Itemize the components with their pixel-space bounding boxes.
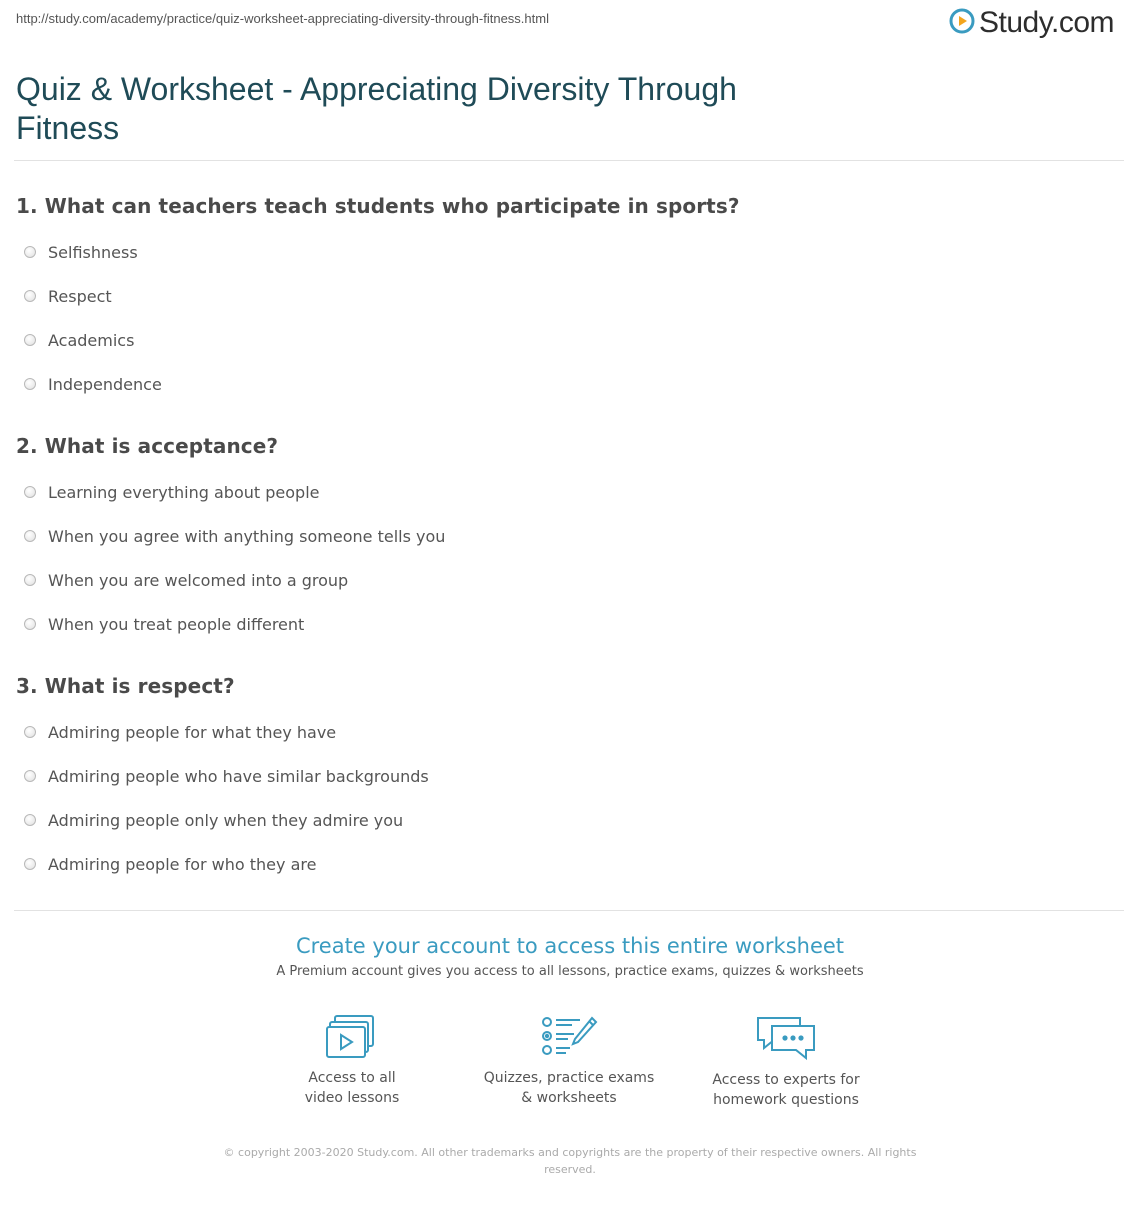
radio-button[interactable] [24,726,36,738]
play-circle-icon [949,8,975,39]
answer-option[interactable] [24,362,740,406]
feature-label: homework questions [713,1092,859,1108]
option-label: Admiring people only when they admire you [48,810,404,830]
divider [14,160,1124,161]
option-label: Admiring people who have similar backgrounds [48,766,429,786]
radio-button[interactable] [24,770,36,782]
option-label: Academics [48,330,135,350]
answer-option[interactable] [24,710,429,754]
answer-option[interactable] [24,318,740,362]
answer-option[interactable] [24,798,429,842]
logo-text: Study.com [979,6,1114,39]
question-text: 3. What is respect? [16,674,235,698]
option-label: Selfishness [48,242,138,262]
question-2 [16,434,445,646]
radio-button[interactable] [24,334,36,346]
chat-bubbles-icon [686,1014,886,1062]
radio-button[interactable] [24,486,36,498]
feature-experts [686,1014,886,1110]
feature-video-lessons [252,1014,452,1108]
feature-label: Access to all [308,1070,396,1086]
answer-option[interactable] [24,470,445,514]
option-label: Admiring people for what they have [48,722,337,742]
study-logo[interactable] [949,6,1114,40]
radio-button[interactable] [24,246,36,258]
feature-label: video lessons [304,1090,400,1106]
feature-label: & worksheets [521,1090,617,1106]
radio-button[interactable] [24,858,36,870]
answer-option[interactable] [24,602,445,646]
answer-option[interactable] [24,230,740,274]
radio-button[interactable] [24,378,36,390]
page-url: http://study.com/academy/practice/quiz-worksheet-appreciating-diversity-through-fitness.html [16,11,549,26]
option-label: When you are welcomed into a group [48,570,349,590]
question-1 [16,194,740,406]
feature-label: Access to experts for [712,1072,860,1088]
answer-option[interactable] [24,514,445,558]
radio-button[interactable] [24,814,36,826]
page-title: Quiz & Worksheet - Appreciating Diversity Through Fitness [16,71,737,146]
answer-option[interactable] [24,754,429,798]
question-3 [16,674,429,886]
feature-label: Quizzes, practice exams [483,1070,655,1086]
divider [14,910,1124,911]
option-label: When you agree with anything someone tells you [48,526,446,546]
answer-option[interactable] [24,274,740,318]
radio-button[interactable] [24,290,36,302]
question-text: 2. What is acceptance? [16,434,279,458]
question-text: 1. What can teachers teach students who participate in sports? [16,194,740,218]
option-label: Learning everything about people [48,482,320,502]
answer-option[interactable] [24,558,445,602]
radio-button[interactable] [24,530,36,542]
option-label: When you treat people different [48,614,305,634]
feature-quizzes [469,1014,669,1108]
copyright-notice: © copyright 2003-2020 Study.com. All other trademarks and copyrights are the property of their respective owners. All rights reserved. [223,1146,917,1176]
cta-section [0,934,1140,979]
answer-option[interactable] [24,842,429,886]
cta-subtitle: A Premium account gives you access to all lessons, practice exams, quizzes & worksheets [276,964,864,979]
create-account-link[interactable]: Create your account to access this entire worksheet [295,934,845,958]
radio-button[interactable] [24,618,36,630]
video-lesson-icon [252,1014,452,1060]
radio-button[interactable] [24,574,36,586]
option-label: Admiring people for who they are [48,854,317,874]
option-label: Respect [48,286,112,306]
quiz-checklist-icon [469,1014,669,1060]
option-label: Independence [48,374,162,394]
